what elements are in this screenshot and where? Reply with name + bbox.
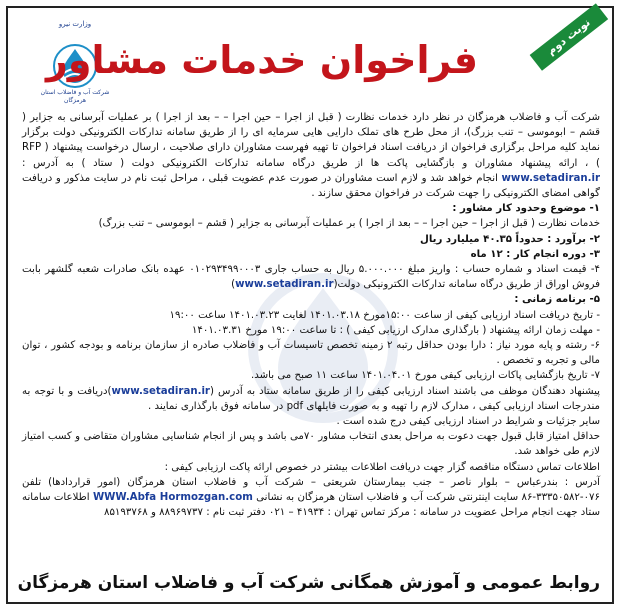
- intro-paragraph: [22, 110, 600, 201]
- address-text: آدرس : بندرعباس – بلوار ناصر – جنب بیمارستان شریعتی – شرکت آب و فاضلاب استان هرمزگان (امور قراردادها) تلفن ۰۷۶-۳۳۳۵۰۵۸۲-۸۶ سایت اینترنتی شرکت آب و فاضلاب استان هرمزگان به نشانی: [22, 476, 600, 504]
- item-5-receive-date: - تاریخ دریافت اسناد ارزیابی کیفی از ساعت ۱۵:۰۰مورخ ۱۴۰۱.۰۳.۱۸ لغایت ۱۴۰۱.۰۳.۲۳ ساعت ۱۹:۰۰: [169, 309, 600, 321]
- item-3-duration: ۳- دوره انجام کار : ۱۲ ماه: [470, 248, 600, 260]
- item-4-end: ): [231, 279, 236, 291]
- submit-url-link[interactable]: www.setadiran.ir: [111, 385, 210, 397]
- other-details-text: سایر جزئیات و شرایط در اسناد ارزیابی کیفی درج شده است .: [336, 416, 600, 428]
- item-1-detail: خدمات نظارت ( قبل از اجرا – حین اجرا – – بعد از اجرا ) بر عملیات آبرسانی به جزایر ( قشم – ابوموسی – تنب بزرگ): [98, 218, 600, 230]
- page-title: فراخوان خدمات مشاور: [46, 38, 478, 82]
- intro-url-link[interactable]: www.setadiran.ir: [501, 172, 600, 184]
- setad-contact-text: اطلاعات سامانه ستاد جهت انجام مراحل عضویت در سامانه : مرکز تماس تهران : ۴۱۹۳۴ – ۰۲۱ دفتر ثبت نام : ۸۸۹۶۹۷۳۷ و ۸۵۱۹۳۷۶۸: [22, 492, 600, 519]
- announcement-body: [22, 110, 600, 520]
- submit-paragraph: [22, 384, 600, 414]
- item-5-schedule: ۵- برنامه زمانی :: [514, 294, 600, 306]
- logo-ministry-text: وزارت نیرو: [58, 20, 92, 28]
- logo-company-text: شرکت آب و فاضلاب استان هرمزگان: [40, 89, 110, 104]
- item-2-estimate: ۲- برآورد : حدوداً ۴۰.۳۵ میلیارد ریال: [420, 233, 600, 245]
- item-5-submit-deadline: - مهلت زمان ارائه پیشنهاد ( بارگذاری مدارک ارزیابی کیفی ) : تا ساعت ۱۹:۰۰ مورخ ۱۴۰۱.۰۳.۳۱: [191, 324, 600, 336]
- item-7-opening-date: ۷- تاریخ بازگشایی پاکات ارزیابی کیفی مورخ ۱۴۰۱.۰۴.۰۱ ساعت ۱۱ صبح می باشد.: [251, 370, 600, 382]
- address-paragraph: [22, 475, 600, 521]
- item-4-url-link[interactable]: www.setadiran.ir: [235, 279, 334, 291]
- contact-info-text: اطلاعات تماس دستگاه مناقصه گزار جهت دریافت اطلاعات بیشتر در خصوص ارائه پاکت ارزیابی کیفی :: [164, 461, 600, 473]
- intro-text: شرکت آب و فاضلاب هرمزگان در نظر دارد خدمات نظارت ( قبل از اجرا – حین اجرا – – بعد از اجرا ) بر عملیات آبرسانی به جزایر ( قشم – ابوموسی – تنب بزرگ)، از محل طرح های تملک دارایی هایی سرمایه ای را از طریق سامانه تدارکات الکترونیکی دولت برگزار نماید کلیه مراحل برگزاری فراخوان از دریافت اسناد فراخوان تا تهیه فهرست مشاوران دارای صلاحیت ، ارسال درخواست پیشنهاد ( RFP ) ، ارائه پیشنهاد مشاوران و بازگشایی پاکت ها از طریق درگاه سامانه تدارکات الکترونیکی دولت ( ستاد ) به آدرس :: [22, 112, 600, 169]
- second-round-ribbon: [530, 3, 615, 78]
- footer-signature: روابط عمومی و آموزش همگانی شرکت آب و فاضلاب استان هرمزگان: [17, 573, 600, 593]
- minimum-score-text: حداقل امتیاز قابل قبول جهت دعوت به مراحل بعدی انتخاب مشاور ۷۰می باشد و پس از انجام شناسایی مشاوران متقاضی و کسب امتیاز لازم طی خواهد شد.: [22, 431, 600, 458]
- ribbon-label: نوبت دوم: [530, 3, 609, 70]
- item-6-qualification: ۶- رشته و پایه مورد نیاز : دارا بودن حداقل رتبه ۲ زمینه تخصص تاسیسات آب و فاضلاب صادره از سازمان برنامه و بودجه کشور ، توان مالی و تجربه و تخصص .: [22, 340, 600, 367]
- intro-end-text: انجام خواهد شد و لازم است مشاوران در صورت عدم عضویت قبلی ، مراحل ثبت نام در سایت مذکور و دریافت گواهی امضای الکترونیکی را جهت شرکت در فراخوان محقق سازند .: [22, 172, 600, 200]
- submit-text: پیشنهاد دهندگان موظف می باشند اسناد ارزیابی کیفی را از طریق سامانه ستاد به آدرس (: [209, 385, 601, 397]
- item-4-payment: [22, 262, 600, 292]
- item-4-text: ۴- قیمت اسناد و شماره حساب : واریز مبلغ ۵.۰۰۰.۰۰۰ ریال به حساب جاری ۰۱۰۲۹۳۴۹۹۰۰۰۳ عهده بانک صادرات شعبه گلشهر بابت فروش اوراق از طریق درگاه سامانه تدارکات الکترونیکی دولت(: [22, 264, 600, 291]
- submit-end-text: )دریافت و با توجه به مندرجات اسناد ارزیابی کیفی ، مدارک لازم را تهیه و به صورت فایلهای pdf در سامانه فوق بارگذاری نمایند .: [22, 385, 600, 412]
- header: [8, 8, 612, 108]
- item-1-heading: ۱- موضوع وحدود کار مشاور :: [452, 203, 600, 215]
- company-website-link[interactable]: WWW.Abfa Hormozgan.com: [92, 492, 253, 504]
- announcement-frame: [6, 6, 614, 604]
